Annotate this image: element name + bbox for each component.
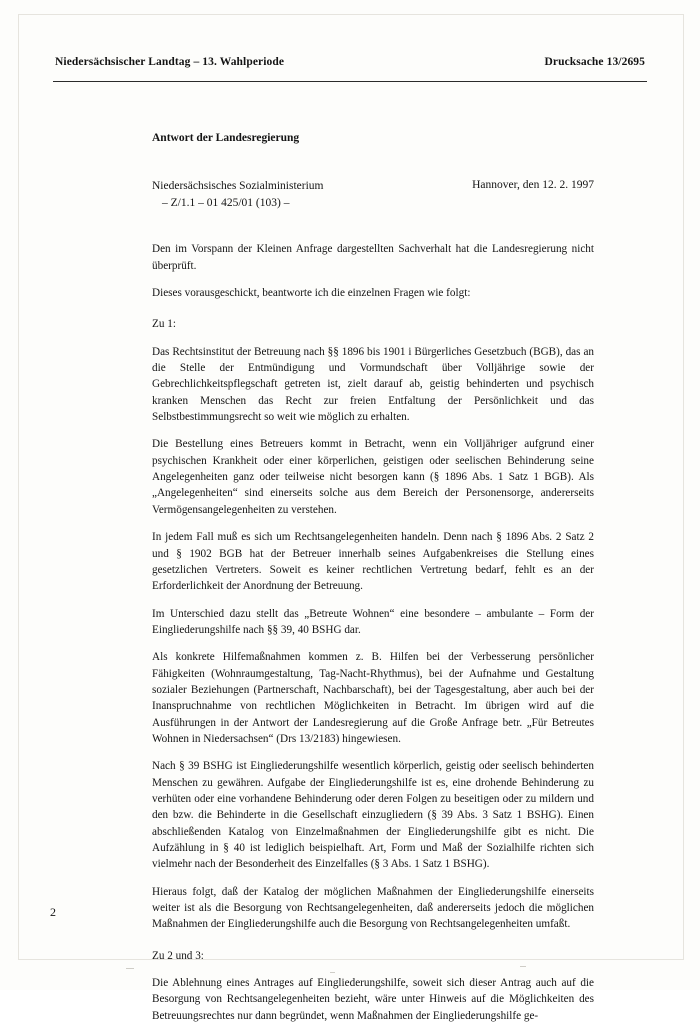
section-1-paragraph-7: Hieraus folgt, daß der Katalog der möglichen Maßnahmen der Eingliederungshilfe einerseits weiter ist als die Besorgung von Rechtsangelegenheiten, daß andererseits jedoch die möglichen Maßnahmen der Eingliederungshilfe auch die Besorgung von Rechtsangelegenheiten umfaßt.	[152, 885, 594, 931]
scan-speckle	[520, 966, 526, 967]
header-divider	[53, 81, 647, 82]
section-1-paragraph-2: Die Bestellung eines Betreuers kommt in Betracht, wenn ein Volljähriger aufgrund einer psychischen Krankheit oder einer körperlichen, geistigen oder seelischen Behinderung seine Angelegenheiten ganz oder teilweise nicht besorgen kann (§ 1896 Abs. 1 Satz 1 BGB). Als „Angelegenheiten“ sind einerseits solche aus dem Bereich der Personensorge, andererseits Vermögensangelegenheiten zu verstehen.	[152, 438, 594, 516]
section-1-paragraph-5: Als konkrete Hilfemaßnahmen kommen z. B. Hilfen bei der Verbesserung persönlicher Fähigkeiten (Wohnraumgestaltung, Tag-Nacht-Rhythmus), bei der Aufnahme und Gestaltung sozialer Beziehungen (Partnerschaft, Nachbarschaft), bei der Tagesgestaltung, aber auch bei der Inanspruchnahme von rechtlichen Möglichkeiten in Betracht. Im übrigen wird auf die Ausführungen in der Antwort der Landesregierung auf die Große Anfrage betr. „Für Betreutes Wohnen in Niedersachsen“ (Drs 13/2183) hingewiesen.	[152, 651, 594, 745]
section-2-label: Zu 2 und 3:	[152, 949, 204, 962]
place-and-date: Hannover, den 12. 2. 1997	[472, 179, 594, 191]
section-1-paragraph-3: In jedem Fall muß es sich um Rechtsangelegenheiten handeln. Denn nach § 1896 Abs. 2 Satz 2 und § 1902 BGB hat der Betreuer innerhalb seines Aufgabenkreises die Stellung eines gesetzlichen Vertreters. Soweit es keiner rechtlichen Vertretung bedarf, fehlt es an der Erforderlichkeit der Anordnung der Betreuung.	[152, 531, 594, 593]
intro-paragraph-1: Den im Vorspann der Kleinen Anfrage dargestellten Sachverhalt hat die Landesregierung nicht überprüft.	[152, 243, 594, 272]
ministry-block	[152, 178, 594, 211]
section-1-paragraph-1: Das Rechtsinstitut der Betreuung nach §§ 1896 bis 1901 i Bürgerliches Gesetzbuch (BGB), das an die Stelle der Entmündigung und Vormundschaft über Volljährige sowie der Gebrechlichkeitspflegschaft getreten ist, zielt darauf ab, geistig behinderten und psychisch kranken Menschen das Recht zur freien Entfaltung der Persönlichkeit und das Selbstbestimmungsrecht so weit wie möglich zu erhalten.	[152, 345, 594, 424]
section-1-paragraph-6: Nach § 39 BSHG ist Eingliederungshilfe wesentlich körperlich, geistig oder seelisch behinderten Menschen zu gewähren. Aufgabe der Eingliederungshilfe ist es, eine drohende Behinderung zu verhüten oder eine vorhandene Behinderung oder deren Folgen zu beseitigen oder zu mildern und den bzw. die Behinderte in die Gesellschaft einzugliedern (§ 39 Abs. 3 Satz 1 BSHG). Einen abschließenden Katalog von Einzelmaßnahmen der Eingliederungshilfe gibt es nicht. Die Aufzählung in § 40 ist lediglich beispielhaft. Art, Form und Maß der Sozialhilfe richten sich vielmehr nach der Besonderheit des Einzelfalles (§ 3 Abs. 1 Satz 1 BSHG).	[152, 760, 594, 871]
section-1-paragraph-4: Im Unterschied dazu stellt das „Betreute Wohnen“ eine besondere – ambulante – Form der Eingliederungshilfe nach §§ 39, 40 BSHG dar.	[152, 607, 594, 636]
header-document-number: Drucksache 13/2695	[544, 56, 645, 68]
answer-title: Antwort der Landesregierung	[152, 132, 300, 144]
header-parliament-label: Niedersächsischer Landtag – 13. Wahlperiode	[55, 56, 285, 68]
document-body	[152, 132, 594, 1035]
scan-speckle	[330, 972, 335, 973]
ministry-name: Niedersächsisches Sozialministerium	[152, 180, 324, 192]
page-number: 2	[50, 905, 56, 919]
section-2-paragraph-1: Die Ablehnung eines Antrages auf Eingliederungshilfe, soweit sich dieser Antrag auch auf die Besorgung von Rechtsangelegenheiten bezieht, wäre unter Hinweis auf die Möglichkeiten des Betreuungsrechtes nur dann begründet, wenn Maßnahmen der Eingliederungshilfe ge-	[152, 977, 594, 1022]
scan-speckle	[126, 968, 134, 969]
page-header	[55, 56, 645, 68]
section-1-label: Zu 1:	[152, 318, 176, 331]
ministry-info	[152, 178, 324, 211]
intro-paragraph-2: Dieses vorausgeschickt, beantworte ich die einzelnen Fragen wie folgt:	[152, 287, 471, 300]
ministry-reference: – Z/1.1 – 01 425/01 (103) –	[162, 196, 290, 209]
